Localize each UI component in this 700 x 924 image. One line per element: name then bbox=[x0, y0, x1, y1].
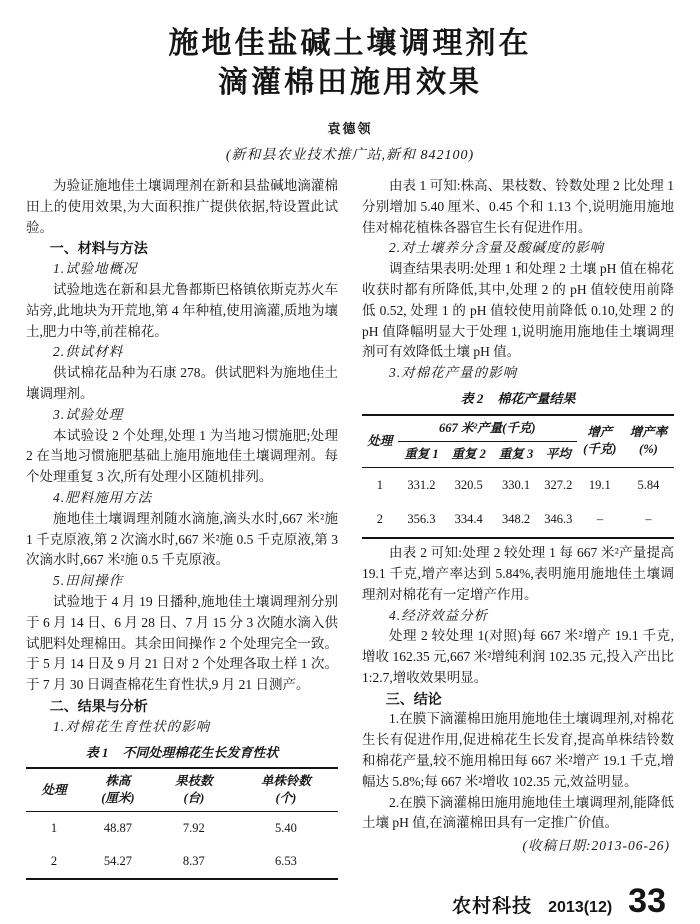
table2-header bbox=[362, 415, 674, 467]
heading-results-analysis: 二、结果与分析 bbox=[49, 697, 148, 714]
paragraph-site-overview: 试验地选在新和县尤鲁都斯巴格镇依斯克苏火车站旁,此地块为开荒地,第 4 年种植,使用滴灌,质地为壤土,肥力中等,前茬棉花。 bbox=[26, 281, 338, 339]
left-column bbox=[26, 176, 338, 884]
header-line: (%) bbox=[639, 442, 658, 457]
cell: 348.2 bbox=[501, 512, 531, 527]
subheading-treatments: 3.试验处理 bbox=[53, 406, 124, 422]
author-name: 袁德领 bbox=[327, 121, 373, 136]
subheading-site-overview: 1.试验地概况 bbox=[53, 261, 138, 277]
cell: 327.2 bbox=[544, 477, 573, 492]
subheading-growth-traits: 1.对棉花生育性状的影响 bbox=[53, 718, 211, 734]
table2-yield-spanner: 667 米²产量(千克) bbox=[398, 415, 577, 441]
cell: 334.4 bbox=[454, 512, 483, 527]
cell: 346.3 bbox=[544, 512, 573, 527]
cell: 331.2 bbox=[407, 477, 436, 492]
cell: – bbox=[596, 512, 603, 527]
cell: 6.53 bbox=[275, 853, 297, 868]
paragraph-table1-analysis: 由表 1 可知:株高、果枝数、铃数处理 2 比处理 1 分别增加 5.40 厘米、0.45 个和 1.13 个,说明施用施地佳对棉花植株各器官生长有促进作用。 bbox=[362, 178, 674, 235]
table2-col-increase bbox=[577, 415, 623, 467]
cell: 19.1 bbox=[588, 477, 611, 492]
header-line: (千克) bbox=[583, 442, 617, 457]
article-title-line1: 施地佳盐碱土壤调理剂在 bbox=[168, 27, 532, 60]
table2-row-1 bbox=[362, 467, 674, 502]
cell: 2 bbox=[50, 853, 58, 868]
paragraph-intro: 为验证施地佳土壤调理剂在新和县盐碱地滴灌棉田上的使用效果,为大面积推广提供依据,特设置此试验。 bbox=[26, 178, 338, 235]
article-title-line2: 滴灌棉田施用效果 bbox=[218, 66, 482, 99]
table1-col-fruit-branches bbox=[154, 768, 234, 811]
header-line: (厘米) bbox=[101, 791, 135, 806]
subheading-test-materials: 2.供试材料 bbox=[53, 344, 124, 360]
cell: 1 bbox=[376, 477, 383, 492]
cell: 7.92 bbox=[182, 821, 205, 836]
received-date: (收稿日期:2013-06-26) bbox=[522, 838, 670, 854]
subheading-fertilizer-method: 4.肥料施用方法 bbox=[53, 489, 153, 505]
cell: – bbox=[645, 512, 652, 527]
header-line: (个) bbox=[275, 791, 297, 806]
subheading-economic-analysis: 4.经济效益分析 bbox=[389, 607, 489, 623]
cell: 8.37 bbox=[182, 853, 205, 868]
table1-caption bbox=[26, 743, 338, 764]
table2-caption bbox=[362, 389, 674, 410]
subheading-soil-nutrients: 2.对土壤养分含量及酸碱度的影响 bbox=[389, 240, 605, 256]
paragraph-test-materials: 供试棉花品种为石康 278。供试肥料为施地佳土壤调理剂。 bbox=[26, 365, 338, 401]
cell: 2 bbox=[376, 512, 383, 527]
header-line: 果枝数 bbox=[175, 774, 213, 789]
cell: 54.27 bbox=[103, 853, 132, 868]
header-line: 单株铃数 bbox=[260, 774, 311, 789]
cell: 48.87 bbox=[103, 821, 132, 836]
cell: 330.1 bbox=[501, 477, 531, 492]
table1-row-2 bbox=[26, 845, 338, 879]
table1-col-bolls bbox=[234, 768, 338, 811]
paragraph-table2-analysis: 由表 2 可知:处理 2 较处理 1 每 667 米²产量提高 19.1 千克,增产率达到 5.84%,表明施用施地佳土壤调理剂对棉花有一定增产作用。 bbox=[362, 545, 674, 602]
table2-row-2 bbox=[362, 502, 674, 538]
table2-col-treatment: 处理 bbox=[362, 415, 398, 467]
paragraph-economic-analysis: 处理 2 较处理 1(对照)每 667 米²增产 19.1 千克,增收 162.35 元,667 米²增纯利润 102.35 元,投入产出比 1:2.7,增收效果明显。 bbox=[362, 628, 674, 685]
header-line: 增产 bbox=[587, 425, 613, 440]
subheading-yield-effect: 3.对棉花产量的影响 bbox=[389, 365, 518, 381]
journal-name: 农村科技 bbox=[452, 896, 533, 917]
table2-subcol-rep1: 重复 1 bbox=[398, 441, 445, 467]
cell: 1 bbox=[50, 821, 58, 836]
table2-subcol-rep3: 重复 3 bbox=[492, 441, 539, 467]
right-column bbox=[362, 176, 674, 884]
paragraph-soil-nutrients: 调查结果表明:处理 1 和处理 2 土壤 pH 值在棉花收获时都有所降低,其中,处理 2 的 pH 值较使用前降低 0.52, 处理 1 的 pH 值较使用前降低 0.10,处理 2 的 pH 值降幅明显大于处理 1,说明施用施地佳土壤调理剂可有效降低土壤 pH 值。 bbox=[362, 261, 674, 360]
page-footer bbox=[452, 884, 666, 918]
cell: 5.84 bbox=[637, 477, 660, 492]
header-line: 株高 bbox=[105, 774, 131, 789]
affiliation: (新和县农业技术推广站,新和 842100) bbox=[225, 148, 475, 163]
article-title bbox=[26, 24, 674, 102]
table-1 bbox=[26, 767, 338, 879]
table2-caption-text: 棉花产量结果 bbox=[497, 390, 576, 406]
table1-col-treatment: 处理 bbox=[26, 768, 82, 811]
journal-issue: 2013(12) bbox=[548, 899, 613, 916]
subheading-field-operations: 5.田间操作 bbox=[53, 573, 124, 589]
table2-col-increase-rate bbox=[623, 415, 674, 467]
cell: 356.3 bbox=[407, 512, 436, 527]
table-2 bbox=[362, 414, 674, 539]
table2-subcol-average: 平均 bbox=[540, 441, 577, 467]
cell: 5.40 bbox=[275, 821, 297, 836]
article-body bbox=[26, 176, 674, 884]
page-number: 33 bbox=[628, 882, 666, 920]
table1-header bbox=[26, 768, 338, 811]
paragraph-conclusion-2: 2.在膜下滴灌棉田施用施地佳土壤调理剂,能降低土壤 pH 值,在滴灌棉田具有一定推广价值。 bbox=[362, 794, 674, 831]
table1-label: 表 1 bbox=[85, 744, 109, 760]
table2-label: 表 2 bbox=[460, 390, 484, 406]
heading-conclusion: 三、结论 bbox=[385, 690, 442, 707]
cell: 320.5 bbox=[454, 477, 483, 492]
table1-col-plant-height bbox=[82, 768, 154, 811]
paragraph-field-operations: 试验地于 4 月 19 日播种,施地佳土壤调理剂分别于 6 月 14 日、6 月 28 日、7 月 15 分 3 次随水滴入供试肥料处理棉田。其余田间操作 2 个处理完全一致。于 5 月 14 日及 9 月 21 日对 2 个处理各取土样 1 次。于 7 月 30 日调查棉花生育性状,9 月 21 日测产。 bbox=[26, 593, 338, 693]
table1-caption-text: 不同处理棉花生长发育性状 bbox=[122, 744, 279, 760]
paragraph-treatments: 本试验设 2 个处理,处理 1 为当地习惯施肥;处理 2 在当地习惯施肥基础上施用施地佳土壤调理剂。每个处理重复 3 次,所有处理小区随机排列。 bbox=[26, 427, 338, 485]
heading-materials-methods: 一、材料与方法 bbox=[49, 240, 148, 257]
paragraph-conclusion-1: 1.在膜下滴灌棉田施用施地佳土壤调理剂,对棉花生长有促进作用,促进棉花生长发育,提高单株结铃数和棉花产量,较不施用棉田每 667 米²增产 19.1 千克,增幅达 5.8%;每 667 米²增收 102.35 元,效益明显。 bbox=[362, 711, 674, 789]
header-line: (台) bbox=[183, 791, 205, 806]
table1-row-1 bbox=[26, 812, 338, 845]
paragraph-fertilizer-method: 施地佳土壤调理剂随水滴施,滴头水时,667 米²施 1 千克原液,第 2 次滴水时,667 米²施 0.5 千克原液,第 3 次滴水时,667 米²施 0.5 千克原液。 bbox=[26, 510, 338, 568]
table2-subcol-rep2: 重复 2 bbox=[445, 441, 492, 467]
header-line: 增产率 bbox=[629, 425, 668, 440]
